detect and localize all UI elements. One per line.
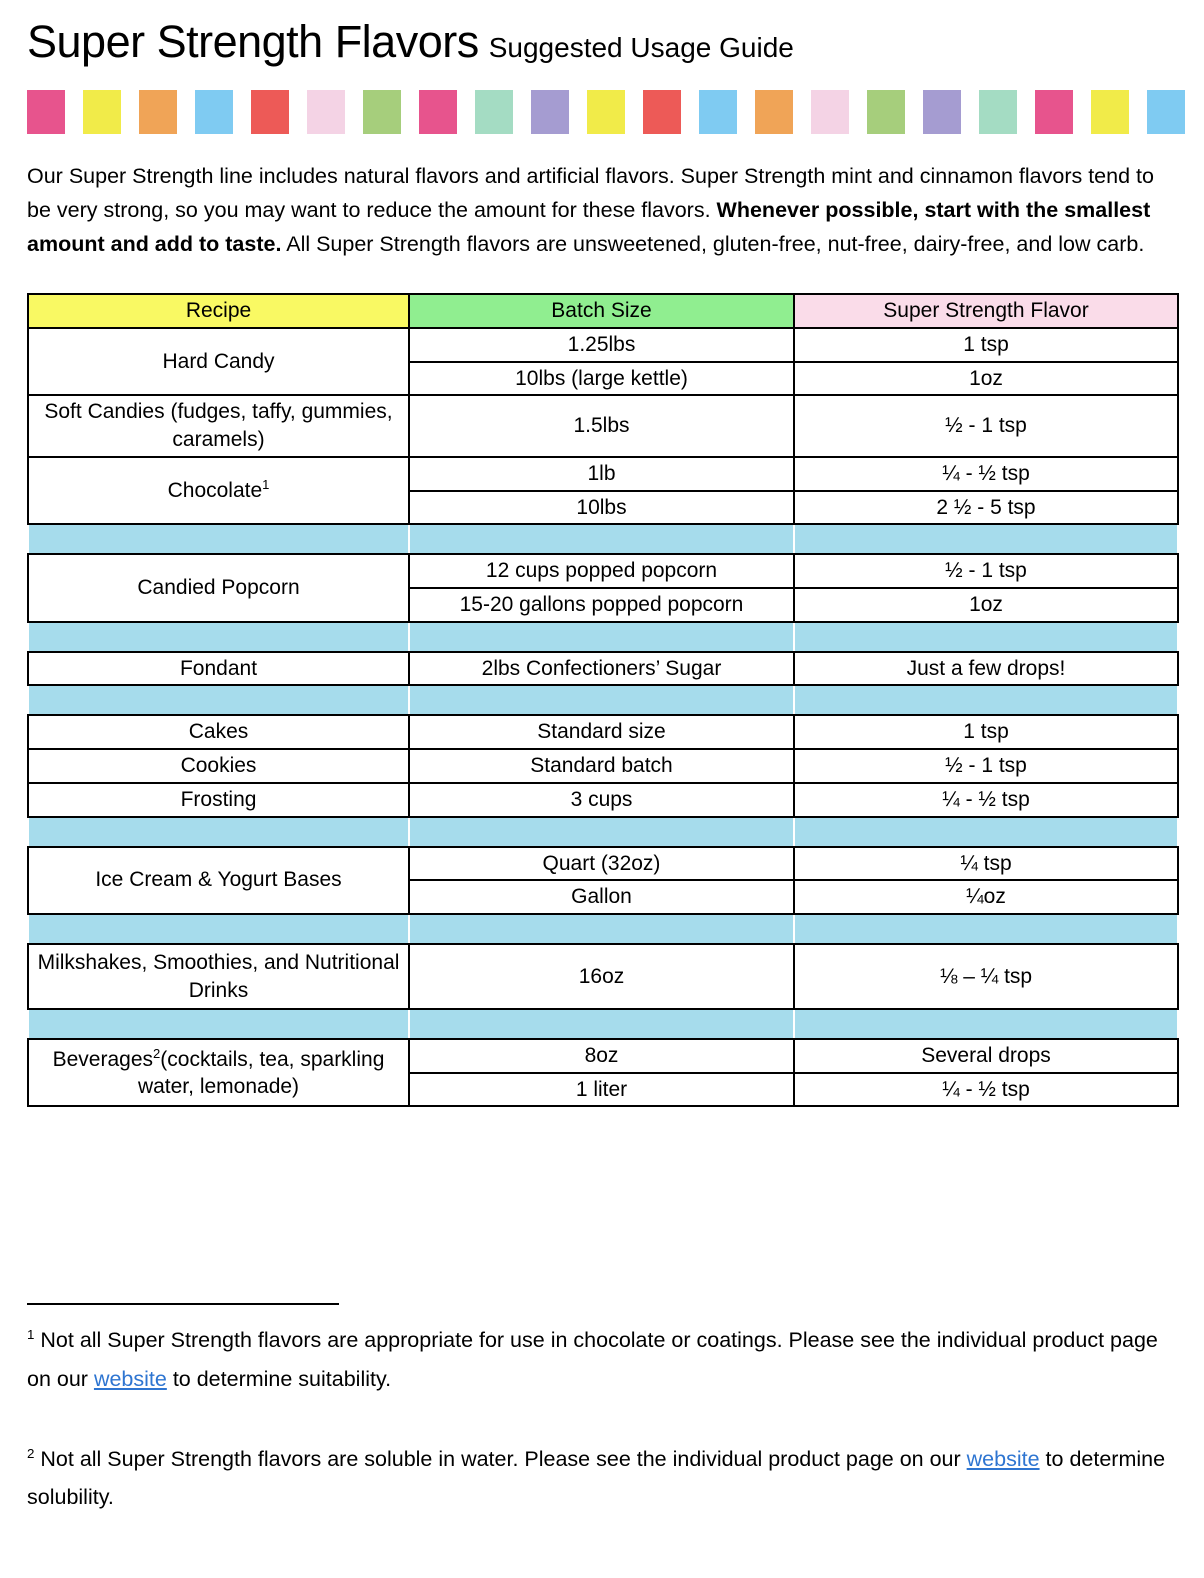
footnote-ref: 2 [153, 1045, 161, 1061]
color-square [307, 90, 345, 134]
recipe-label: Milkshakes, Smoothies, and Nutritional Drinks [37, 950, 400, 1002]
recipe-label: Soft Candies (fudges, taffy, gummies, caramels) [44, 400, 393, 452]
recipe-cell-frosting [28, 783, 409, 817]
table-row [28, 328, 1178, 362]
recipe-cell-ice-cream [28, 847, 409, 914]
batch-cell: 8oz [409, 1039, 794, 1073]
recipe-cell-cakes [28, 715, 409, 749]
footnote-number: 1 [27, 1327, 35, 1343]
batch-cell: 15-20 gallons popped popcorn [409, 588, 794, 622]
table-row [28, 554, 1178, 588]
recipe-label: Beverages [52, 1047, 154, 1071]
color-square [699, 90, 737, 134]
usage-table [27, 293, 1179, 1107]
spacer-cell [28, 622, 409, 652]
color-square [923, 90, 961, 134]
color-square [1147, 90, 1185, 134]
spacer-row [28, 817, 1178, 847]
flavor-cell: ¼ - ½ tsp [794, 1073, 1178, 1107]
recipe-label-detail: (cocktails, tea, sparkling water, lemonade) [137, 1047, 385, 1099]
batch-cell: 10lbs (large kettle) [409, 362, 794, 396]
title-subtitle: Suggested Usage Guide [488, 32, 794, 63]
batch-cell: 1.25lbs [409, 328, 794, 362]
table-row [28, 395, 1178, 456]
flavor-cell: 2 ½ - 5 tsp [794, 491, 1178, 525]
table-row [28, 783, 1178, 817]
flavor-cell: Several drops [794, 1039, 1178, 1073]
flavor-cell: ½ - 1 tsp [794, 749, 1178, 783]
spacer-cell [794, 914, 1178, 944]
header-batch-size: Batch Size [409, 294, 794, 328]
flavor-cell: 1 tsp [794, 715, 1178, 749]
flavor-cell: Just a few drops! [794, 652, 1178, 686]
flavor-cell: ¼oz [794, 880, 1178, 914]
batch-cell: 1 liter [409, 1073, 794, 1107]
recipe-cell-milkshakes [28, 944, 409, 1009]
recipe-cell-beverages [28, 1039, 409, 1106]
color-square [1035, 90, 1073, 134]
recipe-label: Fondant [179, 656, 258, 680]
header-flavor: Super Strength Flavor [794, 294, 1178, 328]
color-square [475, 90, 513, 134]
color-square [867, 90, 905, 134]
color-square [363, 90, 401, 134]
batch-cell: 12 cups popped popcorn [409, 554, 794, 588]
intro-lead: Our Super Strength line includes natural flavors and artificial flavors. Super Strength mint and cinnamon flavors tend to be very strong, so you may want to reduce the amount for these flavors. [27, 164, 1154, 222]
flavor-cell: ½ - 1 tsp [794, 395, 1178, 456]
color-square [1091, 90, 1129, 134]
color-square [195, 90, 233, 134]
batch-cell: 2lbs Confectioners’ Sugar [409, 652, 794, 686]
flavor-cell: 1oz [794, 362, 1178, 396]
spacer-row [28, 685, 1178, 715]
recipe-label: Ice Cream & Yogurt Bases [95, 868, 342, 892]
flavor-cell: ¼ - ½ tsp [794, 457, 1178, 491]
table-row [28, 1039, 1178, 1073]
spacer-cell [28, 685, 409, 715]
page-title [27, 16, 1177, 68]
intro-paragraph [27, 160, 1177, 261]
recipe-cell-soft-candies [28, 395, 409, 456]
spacer-cell [794, 817, 1178, 847]
table-row [28, 457, 1178, 491]
color-square [755, 90, 793, 134]
spacer-row [28, 524, 1178, 554]
table-row [28, 749, 1178, 783]
spacer-cell [409, 914, 794, 944]
recipe-label: Hard Candy [162, 349, 275, 373]
color-square [139, 90, 177, 134]
color-square [979, 90, 1017, 134]
recipe-label: Candied Popcorn [137, 576, 300, 600]
footnote-ref: 1 [262, 477, 270, 493]
spacer-cell [409, 622, 794, 652]
batch-cell: 3 cups [409, 783, 794, 817]
color-square [83, 90, 121, 134]
intro-rest: All Super Strength flavors are unsweetened, gluten-free, nut-free, dairy-free, and low carb. [281, 231, 1145, 256]
footnote-separator [27, 1303, 339, 1305]
batch-cell: Standard batch [409, 749, 794, 783]
batch-cell: Gallon [409, 880, 794, 914]
table-row [28, 652, 1178, 686]
spacer-cell [409, 524, 794, 554]
footnote-number: 2 [27, 1445, 35, 1461]
spacer-row [28, 1009, 1178, 1039]
flavor-cell: ¼ tsp [794, 847, 1178, 881]
color-square [251, 90, 289, 134]
spacer-cell [409, 1009, 794, 1039]
recipe-cell-candied-popcorn [28, 554, 409, 621]
intro-bold: Whenever possible, start with the smallest amount and add to taste. [27, 197, 1151, 256]
spacer-row [28, 622, 1178, 652]
batch-cell: 16oz [409, 944, 794, 1009]
recipe-cell-fondant [28, 652, 409, 686]
spacer-cell [28, 914, 409, 944]
batch-cell: Quart (32oz) [409, 847, 794, 881]
color-square [419, 90, 457, 134]
table-header-row [28, 294, 1178, 328]
color-square [27, 90, 65, 134]
table-row [28, 847, 1178, 881]
footnote-text: Not all Super Strength flavors are appropriate for use in chocolate or coatings. Please see the individual product page on our [27, 1328, 1158, 1391]
table-row [28, 944, 1178, 1009]
spacer-cell [794, 524, 1178, 554]
color-square [587, 90, 625, 134]
flavor-cell: 1 tsp [794, 328, 1178, 362]
spacer-cell [28, 817, 409, 847]
spacer-row [28, 914, 1178, 944]
recipe-label: Chocolate [167, 479, 263, 503]
batch-cell: Standard size [409, 715, 794, 749]
color-square [531, 90, 569, 134]
recipe-label: Cookies [180, 754, 257, 778]
footnote-text: to determine solubility. [27, 1447, 1166, 1510]
website-link[interactable]: website [93, 1366, 167, 1391]
color-square [811, 90, 849, 134]
spacer-cell [409, 685, 794, 715]
spacer-cell [794, 622, 1178, 652]
website-link[interactable]: website [966, 1447, 1040, 1471]
color-strip [27, 90, 1177, 134]
batch-cell: 10lbs [409, 491, 794, 525]
flavor-cell: ⅛ – ¼ tsp [794, 944, 1178, 1009]
title-main: Super Strength Flavors [27, 16, 479, 67]
flavor-cell: ¼ - ½ tsp [794, 783, 1178, 817]
spacer-cell [28, 524, 409, 554]
recipe-label: Cakes [188, 720, 249, 744]
color-square [643, 90, 681, 134]
spacer-cell [28, 1009, 409, 1039]
flavor-cell: ½ - 1 tsp [794, 554, 1178, 588]
recipe-label: Frosting [180, 787, 257, 811]
header-recipe: Recipe [28, 294, 409, 328]
table-row [28, 715, 1178, 749]
recipe-cell-hard-candy [28, 328, 409, 395]
footnote-2 [27, 1440, 1177, 1517]
recipe-cell-cookies [28, 749, 409, 783]
recipe-cell-chocolate [28, 457, 409, 524]
spacer-cell [409, 817, 794, 847]
spacer-cell [794, 1009, 1178, 1039]
footnote-text: Not all Super Strength flavors are soluble in water. Please see the individual product page on our [34, 1447, 967, 1471]
batch-cell: 1.5lbs [409, 395, 794, 456]
spacer-cell [794, 685, 1178, 715]
footnote-1 [27, 1321, 1177, 1398]
flavor-cell: 1oz [794, 588, 1178, 622]
batch-cell: 1lb [409, 457, 794, 491]
footnote-text: to determine suitability. [166, 1366, 392, 1391]
